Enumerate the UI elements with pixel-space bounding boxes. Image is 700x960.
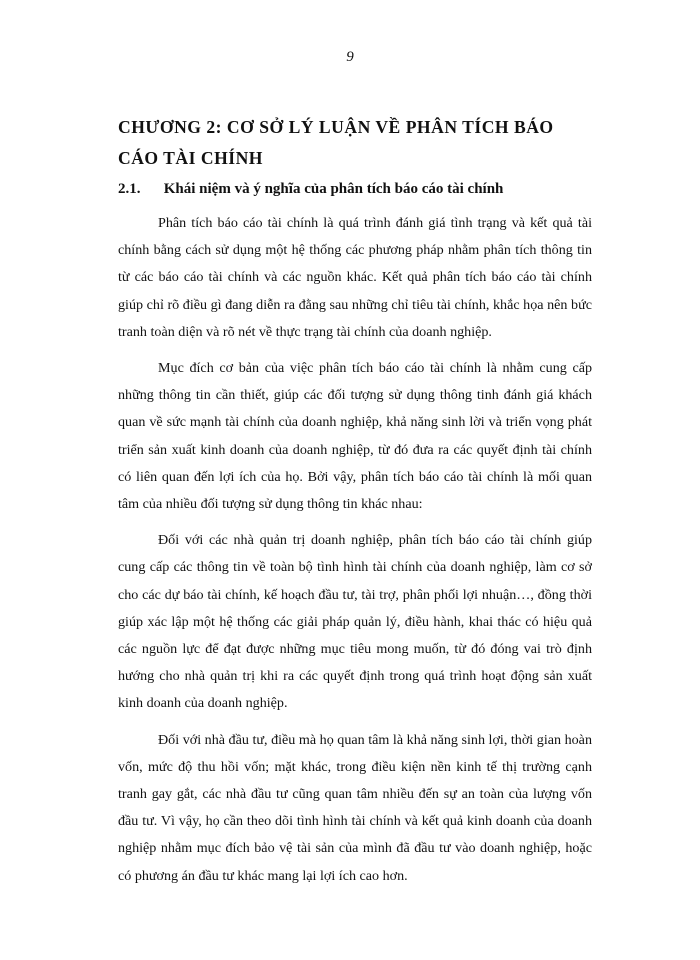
page-number: 9 bbox=[346, 49, 354, 65]
section-number: 2.1. bbox=[118, 181, 141, 197]
paragraph-purpose: Mục đích cơ bản của việc phân tích báo cáo tài chính là nhằm cung cấp những thông tin cần thiết, giúp các đối tượng sử dụng thông tinh đánh giá khách quan về sức mạnh tài chính của doanh nghiệp, khả năng sinh lời và triển vọng phát triển sản xuất kinh doanh của doanh nghiệp, từ đó đưa ra các quyết định tài chính có liên quan đến lợi ích của họ. Bởi vậy, phân tích báo cáo tài chính là mối quan tâm của nhiều đối tượng sử dụng thông tin khác nhau: bbox=[118, 360, 592, 513]
section-title: Khái niệm và ý nghĩa của phân tích báo cáo tài chính bbox=[163, 181, 504, 197]
section-heading bbox=[118, 181, 598, 198]
paragraph-managers: Đối với các nhà quản trị doanh nghiệp, phân tích báo cáo tài chính giúp cung cấp các thông tin về toàn bộ tình hình tài chính của doanh nghiệp, làm cơ sở cho các dự báo tài chính, kế hoạch đầu tư, tài trợ, phân phối lợi nhuận…, đồng thời giúp xác lập một hệ thống các giải pháp quản lý, điều hành, khai thác có hiệu quả các nguồn lực để đạt được những mục tiêu mong muốn, từ đó đóng vai trò định hướng cho nhà quản trị khi ra các quyết định trong quá trình hoạt động sản xuất kinh doanh của doanh nghiệp. bbox=[118, 532, 592, 712]
body-text bbox=[118, 210, 592, 899]
paragraph-investors: Đối với nhà đầu tư, điều mà họ quan tâm là khả năng sinh lợi, thời gian hoàn vốn, mức độ thu hồi vốn; mặt khác, trong điều kiện nền kinh tế thị trường cạnh tranh gay gắt, các nhà đầu tư cũng quan tâm nhiều đến sự an toàn của lượng vốn đầu tư. Vì vậy, họ cần theo dõi tình hình tài chính và kết quả kinh doanh của doanh nghiệp nhằm mục đích bảo vệ tài sản của mình đã đầu tư vào doanh nghiệp, hoặc có phương án đầu tư khác mang lại lợi ích cao hơn. bbox=[118, 731, 592, 884]
chapter-title: CHƯƠNG 2: CƠ SỞ LÝ LUẬN VỀ PHÂN TÍCH BÁO CÁO TÀI CHÍNH bbox=[118, 117, 554, 168]
paragraph-definition: Phân tích báo cáo tài chính là quá trình đánh giá tình trạng và kết quả tài chính bằng cách sử dụng một hệ thống các phương pháp nhằm phân tích thông tin từ các báo cáo tài chính và các nguồn khác. Kết quả phân tích báo cáo tài chính giúp chỉ rõ điều gì đang diễn ra đằng sau những chỉ tiêu tài chính, khắc họa nên bức tranh toàn diện và rõ nét về thực trạng tài chính của doanh nghiệp. bbox=[118, 215, 592, 340]
